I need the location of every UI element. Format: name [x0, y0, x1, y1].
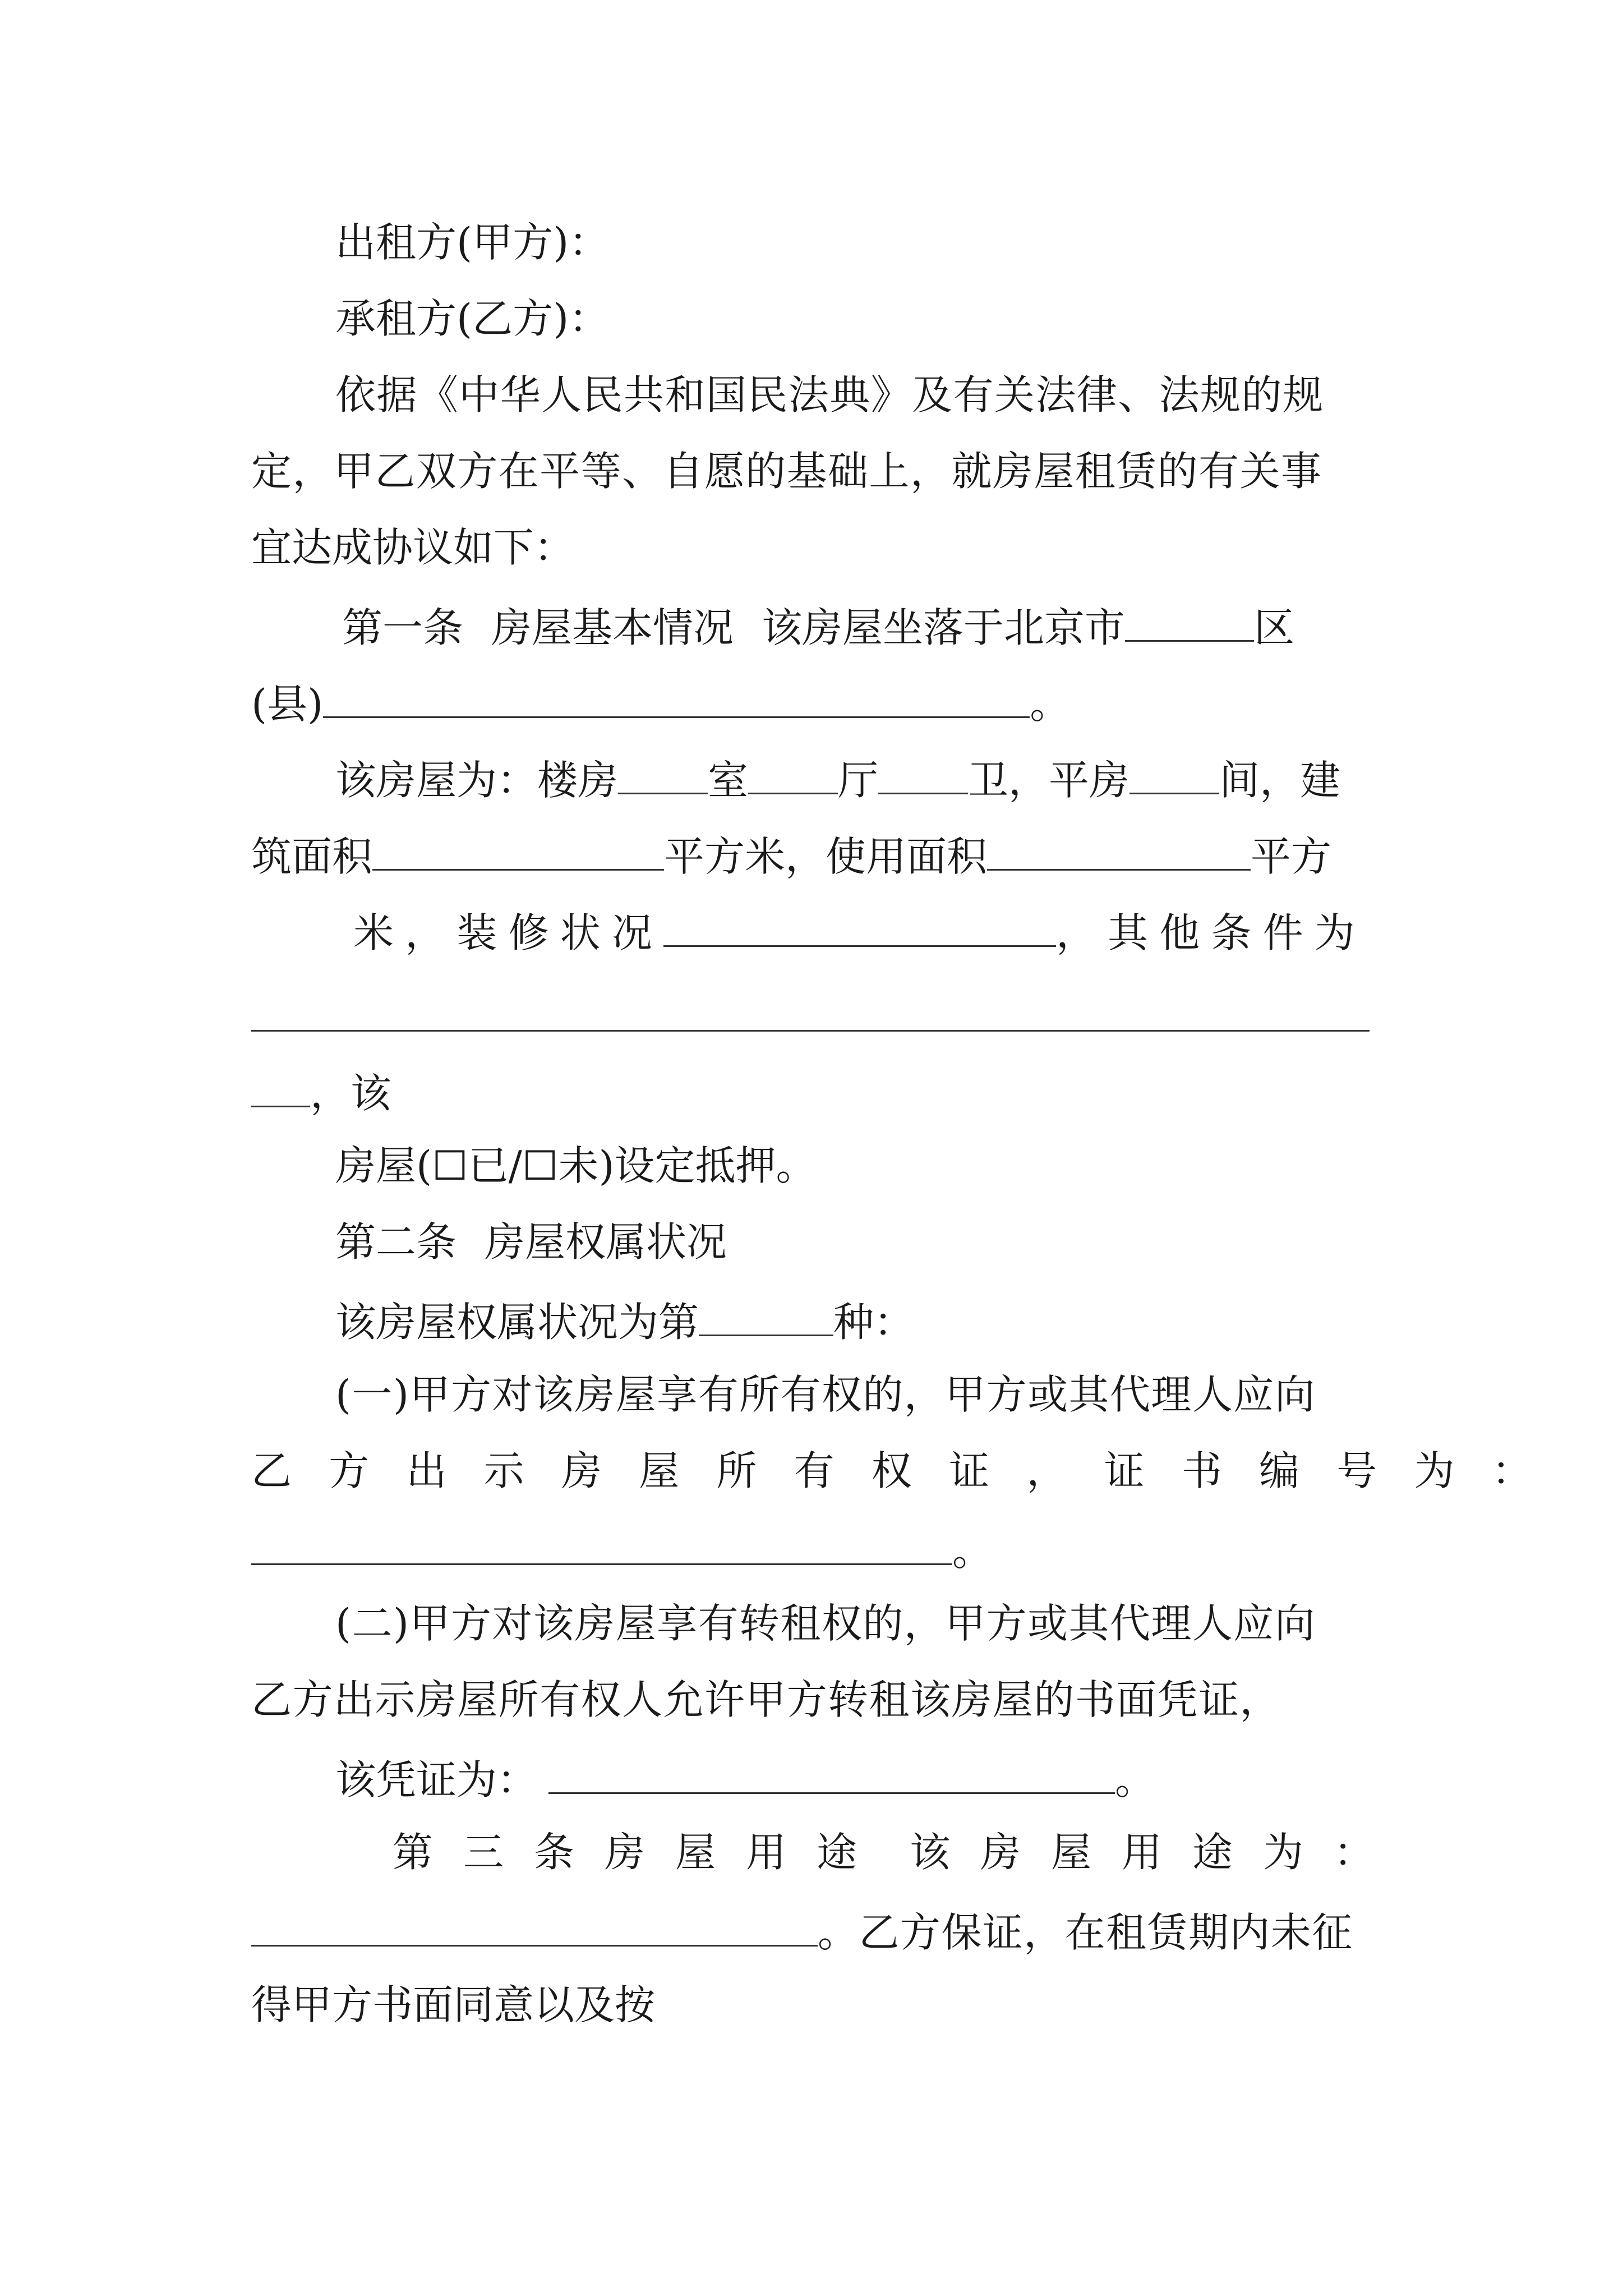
bungalow-text: 间，建 [1219, 756, 1341, 804]
other-conditions-rule [251, 1030, 1370, 1032]
bath-text: 卫，平房 [968, 756, 1130, 804]
preamble-line-1 [335, 371, 1324, 418]
sublease-para-2: 乙方出示房屋所有权人允许甲方转租该房屋的书面凭证， [251, 1676, 1281, 1723]
building-area-blank [372, 832, 664, 871]
article-3-line-2 [251, 1908, 1353, 1956]
article-3-heading: 第三条房屋用途 [393, 1829, 888, 1876]
article-1-line-7 [335, 1142, 817, 1189]
article-3-line-1 [393, 1829, 1405, 1876]
article-1-line-4 [251, 832, 1332, 880]
voucher-text: 该凭证为： [335, 1756, 538, 1803]
article-1-title: 房屋基本情况 [491, 604, 734, 651]
hall-count-blank [748, 756, 838, 794]
continuation-text: ，该 [310, 1069, 391, 1117]
article-1-line-6 [251, 1069, 391, 1117]
lessee-line [335, 295, 610, 342]
county-label: (县) [251, 680, 324, 728]
article-2-para-2-line-1 [335, 1600, 1316, 1647]
usage-text: 该房屋用途为： [910, 1829, 1405, 1876]
district-suffix: 区 [1254, 604, 1295, 651]
room-text: 室 [708, 756, 749, 804]
decoration-text: 米，装修状况 [353, 909, 663, 956]
preamble-line-3 [251, 524, 575, 571]
article-2-title: 房屋权属状况 [485, 1218, 727, 1266]
district-blank [1125, 604, 1254, 642]
ownership-type-text: 该房屋权属状况为第 [335, 1298, 699, 1346]
article-2-para-2-line-2 [251, 1676, 1281, 1723]
usage-guarantee-continued: 得甲方书面同意以及按 [251, 1981, 656, 2028]
article-1-location-text: 该房屋坐落于北京市 [762, 604, 1126, 651]
house-type-text: 该房屋为：楼房 [335, 756, 619, 804]
usable-area-blank [987, 832, 1251, 871]
article-1-line-1 [342, 604, 1295, 651]
address-blank [323, 680, 1030, 718]
room-count-blank [618, 756, 708, 794]
mortgage-status-text: 房屋(☐已/☐未)设定抵押。 [335, 1142, 817, 1189]
article-2-para-2-line-3 [335, 1756, 1156, 1803]
article-2-heading: 第二条 [335, 1218, 457, 1266]
lessor-line [335, 219, 610, 266]
article-2-para-1-line-1 [335, 1371, 1316, 1418]
lessor-label: 出租方(甲方)： [335, 219, 610, 266]
usage-blank [251, 1908, 818, 1947]
certificate-number-text: 乙方出示房屋所有权证，证书编号为： [251, 1447, 1570, 1494]
sublease-para-1: (二)甲方对该房屋享有转租权的，甲方或其代理人应向 [335, 1600, 1316, 1647]
hall-text: 厅 [838, 756, 879, 804]
building-area-text: 筑面积 [251, 832, 373, 880]
article-2-line-1 [335, 1218, 727, 1266]
certificate-number-blank [251, 1527, 952, 1565]
lessee-label: 承租方(乙方)： [335, 295, 610, 342]
article-1-line-3 [335, 756, 1341, 804]
area-unit-text: 平方 [1251, 832, 1332, 880]
bungalow-count-blank [1129, 756, 1219, 794]
usable-area-text: 平方米，使用面积 [664, 832, 988, 880]
bath-count-blank [878, 756, 968, 794]
voucher-blank [548, 1756, 1115, 1794]
preamble-text: 定，甲乙双方在平等、自愿的基础上，就房屋租赁的有关事 [251, 448, 1322, 495]
article-1-line-2 [251, 680, 1071, 728]
period: 。 [1030, 680, 1071, 728]
article-2-para-1-line-3 [251, 1527, 993, 1575]
article-1-line-5 [353, 909, 1366, 956]
ownership-type-suffix: 种： [833, 1298, 915, 1346]
article-2-line-2 [335, 1298, 915, 1346]
preamble-text: 依据《中华人民共和国民法典》及有关法律、法规的规 [335, 371, 1324, 418]
ownership-para-1: (一)甲方对该房屋享有所有权的，甲方或其代理人应向 [335, 1371, 1316, 1418]
article-1-heading: 第一条 [342, 604, 464, 651]
preamble-text: 宜达成协议如下： [251, 524, 575, 571]
article-3-line-3 [251, 1981, 656, 2028]
period: 。 [952, 1527, 993, 1575]
preamble-line-2 [251, 448, 1322, 495]
article-2-para-1-line-2 [251, 1447, 1570, 1494]
other-conditions-blank-end [251, 1069, 310, 1107]
period: 。 [1115, 1756, 1156, 1803]
decoration-blank [663, 909, 1056, 947]
ownership-type-blank [699, 1298, 833, 1336]
other-conditions-text: ，其他条件为 [1055, 909, 1366, 956]
usage-guarantee-text: 。乙方保证，在租赁期内未征 [818, 1908, 1353, 1956]
